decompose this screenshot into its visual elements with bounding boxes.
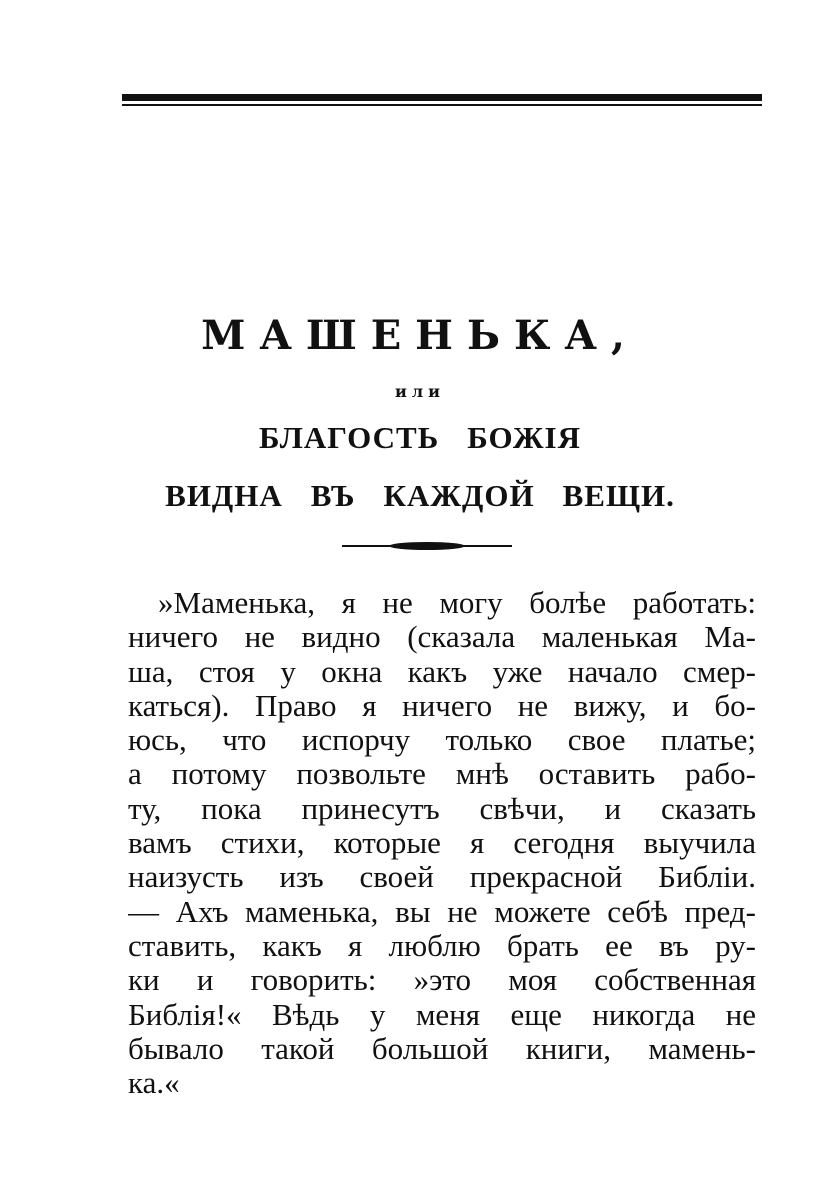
text-line: а потому позвольте мнѣ оставить рабо- bbox=[128, 757, 756, 792]
subtitle-word: ВЕЩИ. bbox=[562, 478, 675, 513]
text-line: ставить, какъ я люблю брать ее въ ру- bbox=[128, 928, 756, 963]
body-paragraph bbox=[128, 586, 756, 1100]
page-title: МАШЕНЬКА, bbox=[201, 312, 639, 359]
text-line: ту, пока принесутъ свѣчи, и сказать bbox=[128, 791, 756, 826]
text-line: ша, стоя у окна какъ уже начало смер- bbox=[128, 654, 756, 689]
text-line: ничего не видно (сказала маленькая Ма- bbox=[128, 620, 756, 655]
subtitle-line-1 bbox=[0, 420, 840, 456]
subtitle-word: КАЖДОЙ bbox=[383, 478, 535, 513]
top-double-rule bbox=[122, 92, 762, 110]
text-line: вамъ стихи, которые я сегодня выучила bbox=[128, 826, 756, 861]
text-line: юсь, что испорчу только свое платье; bbox=[128, 723, 756, 758]
text-line: — Ахъ маменька, вы не можете себѣ пред- bbox=[128, 894, 756, 929]
text-line: »Маменька, я не могу болѣе работать: bbox=[158, 586, 756, 620]
text-line: Библія!« Вѣдь у меня еще никогда не bbox=[128, 997, 756, 1032]
subtitle-word: БОЖІЯ bbox=[467, 420, 581, 455]
subtitle-word: ВЪ bbox=[310, 478, 356, 513]
text-line: наизусть изъ своей прекрасной Библіи. bbox=[128, 860, 756, 895]
divider-ornament bbox=[342, 540, 512, 552]
text-line: бывало такой большой книги, мамень- bbox=[128, 1031, 756, 1066]
text-line: каться). Право я ничего не вижу, и бо- bbox=[128, 688, 756, 723]
text-line: ка.« bbox=[128, 1066, 180, 1101]
subtitle-word: ВИДНА bbox=[165, 478, 283, 513]
title-connector: или bbox=[394, 382, 445, 401]
subtitle-line-2 bbox=[0, 478, 840, 514]
subtitle-word: БЛАГОСТЬ bbox=[259, 420, 440, 455]
text-line: ки и говорить: »это моя собственная bbox=[128, 963, 756, 998]
